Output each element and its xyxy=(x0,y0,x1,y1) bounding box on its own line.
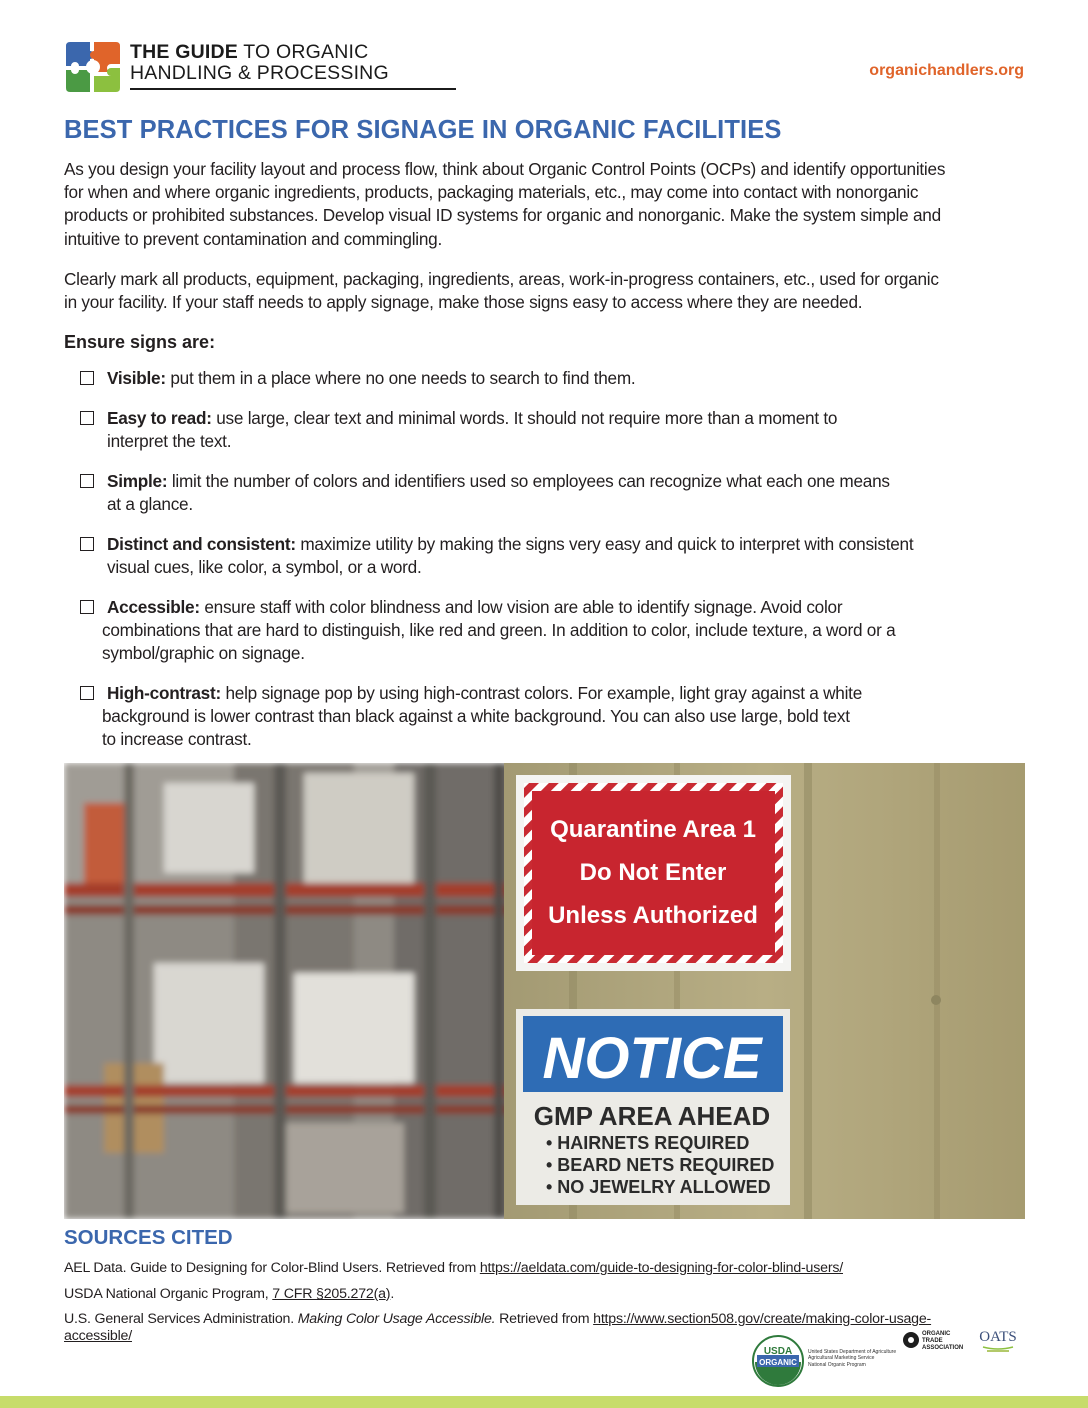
site-link[interactable]: organichandlers.org xyxy=(869,62,1024,79)
usda-seal-bottom: ORGANIC xyxy=(759,1358,797,1367)
item-text: put them in a place where no one needs to search to find them. xyxy=(165,368,636,388)
item-text: combinations that are hard to distinguish, like red and green. In addition to color, include texture, a word or a xyxy=(102,620,896,641)
item-term: Simple: xyxy=(107,471,168,491)
footer-color-bar xyxy=(0,1396,1088,1408)
citation-gsa xyxy=(64,1311,1024,1345)
text-line: for when and where organic ingredients, products, packaging materials, etc., may come into contact with nonorganic xyxy=(64,182,919,203)
usda-program-text xyxy=(808,1349,898,1368)
checklist-item-accessible xyxy=(80,596,895,666)
citation-text: USDA National Organic Program, xyxy=(64,1286,273,1302)
sign-notice-header: NOTICE xyxy=(542,1026,762,1091)
checklist-item-simple xyxy=(80,470,890,516)
ota-line: ORGANIC xyxy=(922,1331,951,1337)
text-line: Clearly mark all products, equipment, packaging, ingredients, areas, work-in-progress containers, etc., used for organic xyxy=(64,269,939,289)
guide-logo xyxy=(64,36,404,96)
text-line: As you design your facility layout and process flow, think about Organic Control Points (OCPs) and identify opportunities xyxy=(64,159,946,179)
sign-quarantine-line2: Do Not Enter xyxy=(579,859,727,886)
organic-trade-association-logo-icon xyxy=(902,1326,964,1354)
logo-subtitle: HANDLING & PROCESSING xyxy=(130,62,389,84)
citation-link-section508[interactable]: https://www.section508.gov/create/making-color-usage- xyxy=(593,1311,932,1327)
checkbox[interactable] xyxy=(80,371,94,385)
item-text: background is lower contrast than black against a white background. You can also use large, bold text xyxy=(102,706,850,727)
logo-underline xyxy=(130,88,456,90)
citation-usda xyxy=(64,1286,394,1303)
citation-text: AEL Data. Guide to Designing for Color-Blind Users. Retrieved from xyxy=(64,1260,480,1276)
ota-line: ASSOCIATION xyxy=(922,1345,964,1351)
citation-ael xyxy=(64,1260,843,1277)
item-term: Distinct and consistent: xyxy=(107,534,296,554)
checklist-item-easy-to-read xyxy=(80,407,837,453)
citation-text: Retrieved from xyxy=(495,1311,594,1327)
sign-item: • BEARD NETS REQUIRED xyxy=(546,1155,775,1175)
sign-quarantine-line3: Unless Authorized xyxy=(548,902,758,929)
citation-link-section508-cont[interactable]: accessible/ xyxy=(64,1328,132,1344)
usda-seal-top: USDA xyxy=(763,1346,793,1357)
usda-organic-seal-icon xyxy=(752,1335,804,1387)
item-text: interpret the text. xyxy=(107,431,232,452)
text-line: in your facility. If your staff needs to apply signage, make those signs easy to access where they are needed. xyxy=(64,292,863,313)
checklist-item-distinct xyxy=(80,533,913,579)
item-text: to increase contrast. xyxy=(102,729,252,750)
item-term: Visible: xyxy=(107,368,166,388)
checklist-heading: Ensure signs are: xyxy=(64,332,216,352)
ota-line: TRADE xyxy=(922,1338,943,1344)
sign-item: • HAIRNETS REQUIRED xyxy=(546,1133,750,1153)
sign-gmp-title: GMP AREA AHEAD xyxy=(533,1101,771,1131)
item-text: symbol/graphic on signage. xyxy=(102,643,305,664)
text-line: intuitive to prevent contamination and commingling. xyxy=(64,228,443,249)
oats-text: OATS xyxy=(979,1329,1017,1345)
checkbox[interactable] xyxy=(80,600,94,614)
checkbox[interactable] xyxy=(80,537,94,551)
intro-paragraph-1 xyxy=(64,158,1029,251)
page-title: BEST PRACTICES FOR SIGNAGE IN ORGANIC FACILITIES xyxy=(64,116,782,144)
usda-line: United States Department of Agriculture xyxy=(808,1349,897,1355)
warehouse-signage-photo xyxy=(64,763,1025,1219)
sources-heading: SOURCES CITED xyxy=(64,1226,233,1249)
item-text: maximize utility by making the signs very easy and quick to interpret with consistent xyxy=(295,534,914,554)
citation-title: Making Color Usage Accessible. xyxy=(297,1311,496,1327)
sign-quarantine-line1: Quarantine Area 1 xyxy=(550,816,756,843)
item-text: at a glance. xyxy=(107,494,193,515)
citation-text: U.S. General Services Administration. xyxy=(64,1311,298,1327)
photo-illustration xyxy=(64,763,1025,1219)
citation-link-ael[interactable]: https://aeldata.com/guide-to-designing-for-color-blind-users/ xyxy=(479,1260,843,1276)
citation-end: . xyxy=(390,1286,395,1302)
checklist-item-high-contrast xyxy=(80,682,862,752)
item-term: Accessible: xyxy=(107,597,200,617)
citation-link-cfr[interactable]: 7 CFR §205.272(a) xyxy=(272,1286,391,1302)
checklist-item-visible xyxy=(80,367,635,390)
sign-item: • NO JEWELRY ALLOWED xyxy=(546,1177,771,1197)
intro-paragraph-2 xyxy=(64,268,1029,314)
usda-line: Agricultural Marketing Service xyxy=(808,1355,875,1362)
logo-title-rest: TO ORGANIC xyxy=(237,41,369,63)
checkbox[interactable] xyxy=(80,411,94,425)
item-term: Easy to read: xyxy=(107,408,212,428)
usda-line: National Organic Program xyxy=(808,1361,866,1368)
item-text: limit the number of colors and identifiers used so employees can recognize what each one means xyxy=(167,471,890,491)
item-text: help signage pop by using high-contrast colors. For example, light gray against a white xyxy=(220,683,862,703)
item-text: use large, clear text and minimal words. It should not require more than a moment to xyxy=(211,408,838,428)
item-term: High-contrast: xyxy=(107,683,221,703)
text-line: products or prohibited substances. Develop visual ID systems for organic and nonorganic. Make the system simple and xyxy=(64,205,941,226)
item-text: ensure staff with color blindness and low vision are able to identify signage. Avoid color xyxy=(199,597,843,617)
checkbox[interactable] xyxy=(80,686,94,700)
item-text: visual cues, like color, a symbol, or a word. xyxy=(107,557,422,578)
puzzle-logo-icon xyxy=(64,38,122,96)
logo-title-bold: THE GUIDE xyxy=(130,41,238,63)
oats-logo-icon xyxy=(975,1323,1021,1357)
checkbox[interactable] xyxy=(80,474,94,488)
